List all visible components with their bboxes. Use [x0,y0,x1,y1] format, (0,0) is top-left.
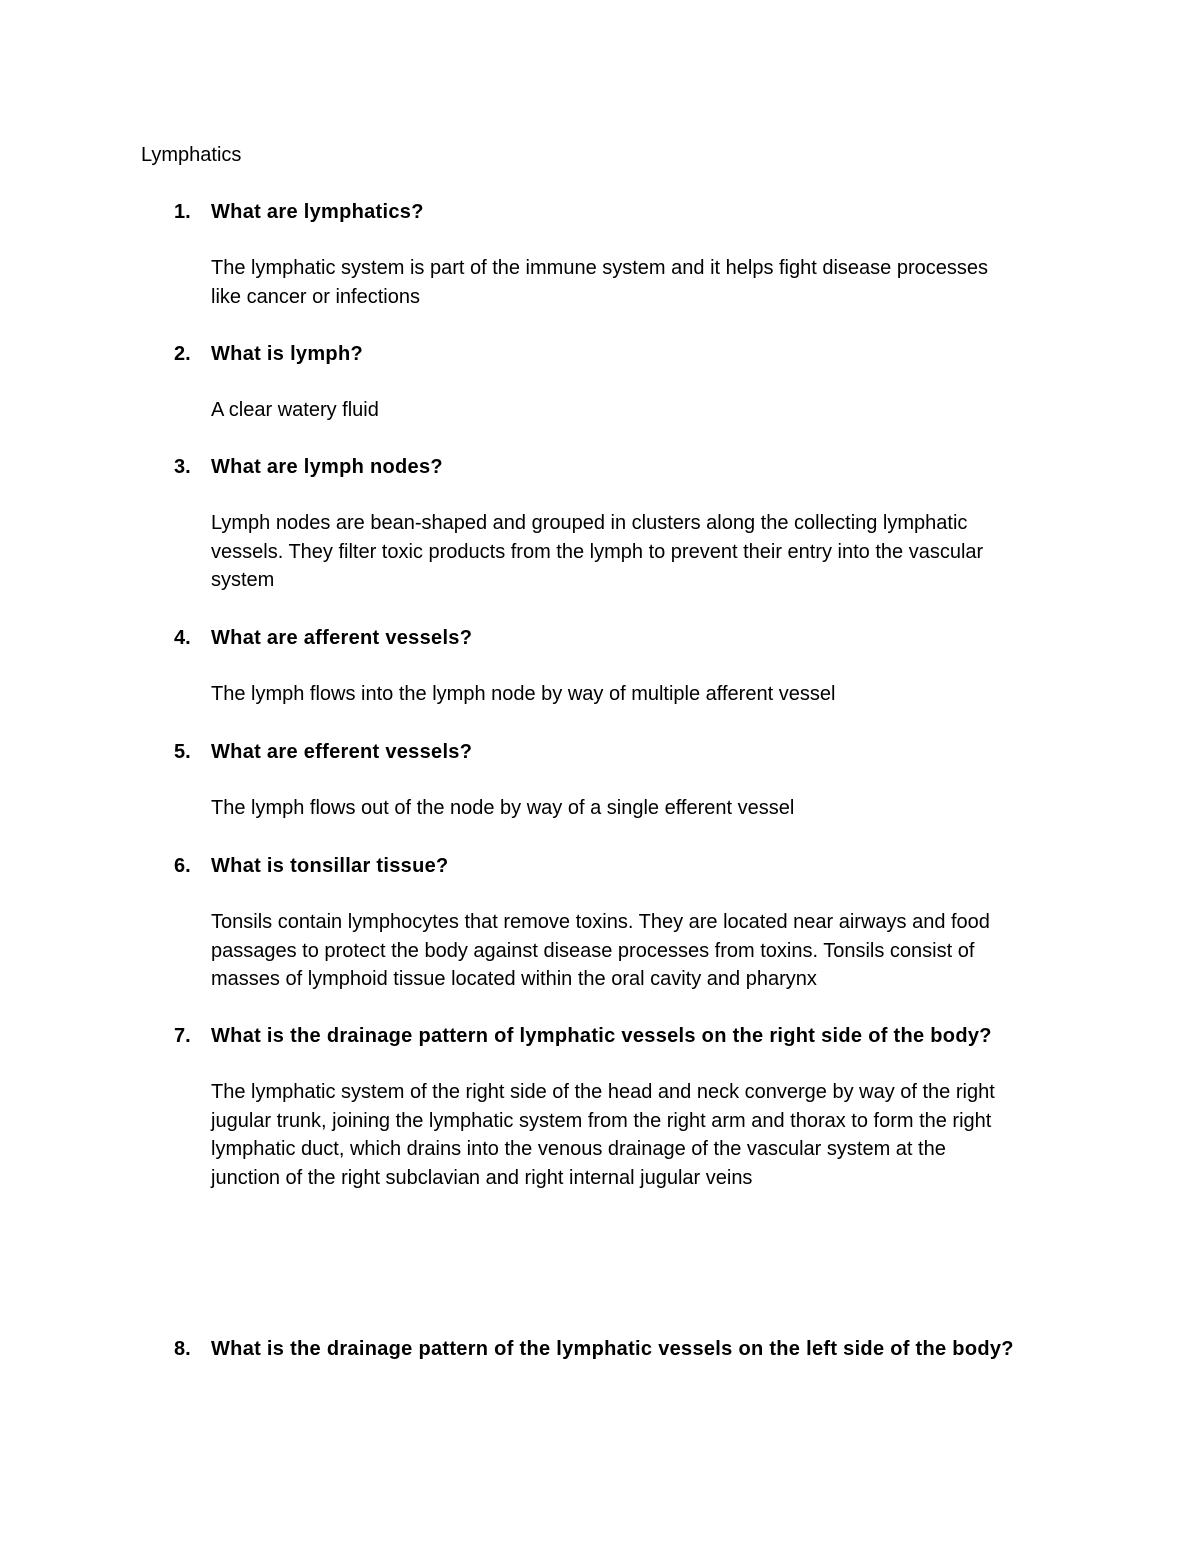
answer-text: The lymph flows out of the node by way of a single efferent vessel [211,797,795,819]
question-number: 5. [174,741,191,763]
question-text: What is the drainage pattern of lymphatic vessels on the right side of the body? [211,1025,992,1047]
question-text: What is the drainage pattern of the lymphatic vessels on the left side of the body? [211,1338,1014,1360]
question-number: 6. [174,855,191,877]
question-number: 1. [174,201,191,223]
question-number: 2. [174,343,191,365]
document-title: Lymphatics [141,144,242,166]
answer-text: Tonsils contain lymphocytes that remove toxins. They are located near airways and food passages to protect the body against disease processes from toxins. Tonsils consist of masses of lymphoid tissue located within the oral cavity and pharynx [211,911,990,990]
answer-text: The lymphatic system of the right side of the head and neck converge by way of the right jugular trunk, joining the lymphatic system from the right arm and thorax to form the right lymphatic duct, which drains into the venous drainage of the vascular system at the junction of the right subclavian and right internal jugular veins [211,1081,995,1189]
answer-text: A clear watery fluid [211,399,379,421]
question-text: What is lymph? [211,343,363,365]
question-number: 3. [174,456,191,478]
answer-text: The lymph flows into the lymph node by way of multiple afferent vessel [211,683,836,705]
question-number: 7. [174,1025,191,1047]
answer-text: Lymph nodes are bean-shaped and grouped in clusters along the collecting lymphatic vessels. They filter toxic products from the lymph to prevent their entry into the vascular system [211,512,984,591]
answer-text: The lymphatic system is part of the immune system and it helps fight disease processes like cancer or infections [211,257,989,308]
question-text: What are afferent vessels? [211,627,473,649]
question-number: 8. [174,1338,191,1360]
question-text: What are lymphatics? [211,201,424,223]
question-text: What are efferent vessels? [211,741,473,763]
question-text: What are lymph nodes? [211,456,443,478]
question-text: What is tonsillar tissue? [211,855,449,877]
question-number: 4. [174,627,191,649]
